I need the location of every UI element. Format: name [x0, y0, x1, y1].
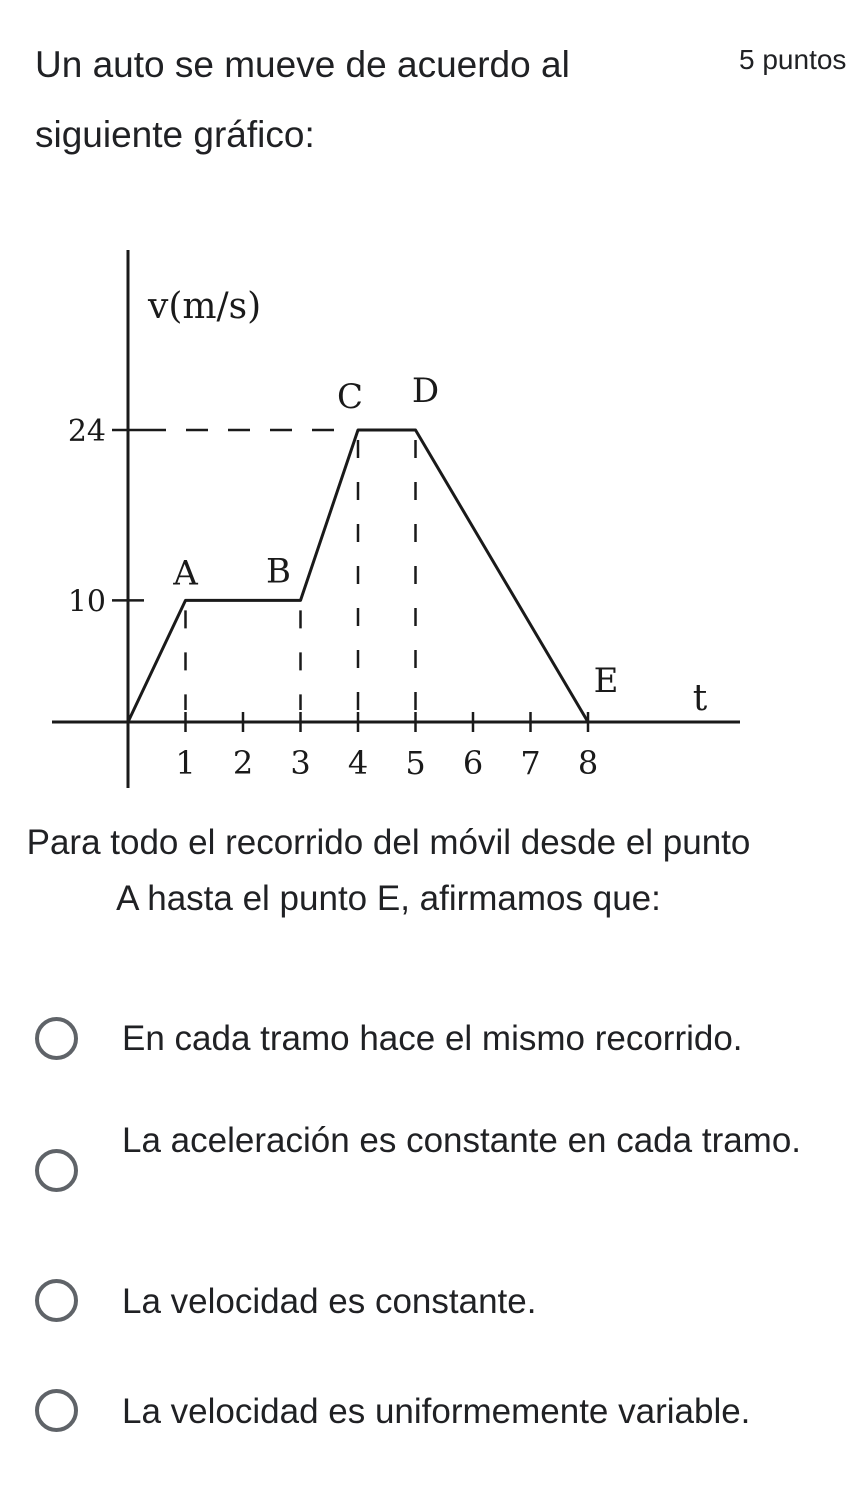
radio-button[interactable] [35, 1279, 78, 1322]
point-label-e: E [593, 661, 619, 701]
x-tick-label: 5 [405, 744, 426, 782]
x-tick-label: 2 [232, 744, 254, 782]
y-axis-label: v(m/s) [148, 286, 262, 327]
x-axis-label: t [692, 678, 708, 719]
point-label-c: C [336, 377, 364, 417]
radio-button[interactable] [35, 1389, 78, 1432]
point-label-a: A [173, 553, 198, 594]
option-label[interactable]: La velocidad es uniformemente variable. [122, 1392, 751, 1431]
question-caption: Para todo el recorrido del móvil desde el punto A hasta el punto E, afirmamos que: [26, 823, 751, 918]
radio-button[interactable] [35, 1017, 78, 1060]
velocity-time-graph [0, 240, 857, 800]
x-tick-label: 4 [347, 744, 369, 782]
y-tick-label: 10 [67, 584, 106, 620]
x-tick-label: 1 [175, 744, 196, 782]
option-label[interactable]: En cada tramo hace el mismo recorrido. [122, 1019, 743, 1058]
x-tick-label: 6 [462, 744, 484, 782]
x-tick-label: 7 [520, 744, 541, 782]
x-tick-label: 3 [290, 744, 311, 782]
x-tick-label: 8 [577, 744, 599, 782]
y-tick-label: 24 [67, 414, 106, 449]
points-badge: 5 puntos [739, 44, 847, 75]
option-label[interactable]: La velocidad es constante. [122, 1282, 537, 1321]
radio-button[interactable] [35, 1149, 78, 1192]
option-label[interactable]: La aceleración es constante en cada tramo. [122, 1121, 802, 1160]
point-label-b: B [266, 551, 291, 592]
question-title: Un auto se mueve de acuerdo al siguiente gráfico: [35, 44, 570, 155]
graph-svg [0, 240, 857, 800]
point-label-d: D [411, 371, 440, 411]
